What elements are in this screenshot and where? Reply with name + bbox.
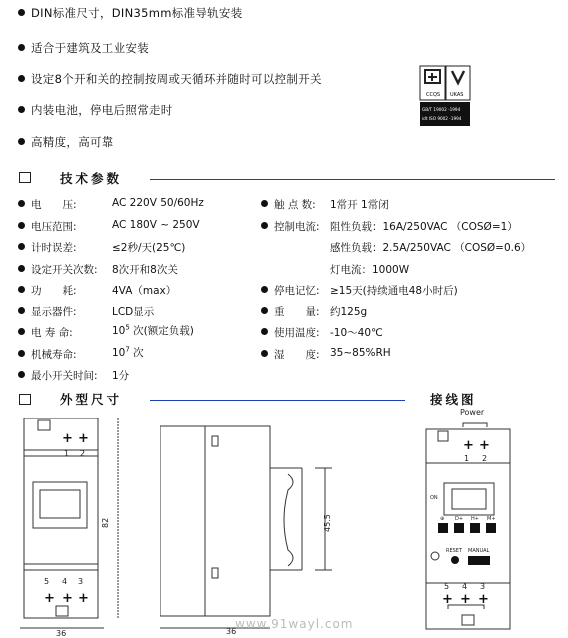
spec-value: 4VA（max） — [112, 285, 177, 297]
button-label: ⊕ — [440, 516, 445, 522]
spec-row — [261, 283, 320, 298]
bullet-icon — [18, 138, 25, 145]
feature-item — [18, 5, 243, 21]
spec-label: 电 压: — [31, 199, 77, 211]
bullet-icon — [18, 243, 25, 250]
side-view-drawing — [160, 418, 350, 636]
bullet-icon — [18, 75, 25, 82]
spec-row — [18, 240, 77, 255]
value-exponent: 7 — [125, 345, 130, 354]
terminal-label: 4 — [62, 577, 68, 586]
bullet-icon — [18, 371, 25, 378]
bullet-icon — [18, 106, 25, 113]
spec-value: 1分 — [112, 370, 130, 382]
spec-row — [18, 197, 77, 212]
spec-label: 设定开关次数: — [31, 264, 98, 276]
spec-row — [18, 283, 77, 298]
bullet-icon — [261, 222, 268, 229]
terminal-label: 3 — [78, 577, 84, 586]
spec-value: 感性负载：2.5A/250VAC （COSØ=0.6） — [330, 242, 532, 254]
terminal-label: 1 — [64, 449, 70, 458]
wiring-diagram — [418, 405, 528, 635]
spec-value — [112, 323, 194, 338]
front-view-drawing — [20, 418, 130, 636]
feature-text: 高精度，高可靠 — [31, 135, 114, 149]
spec-value: 8次开和8次关 — [112, 264, 178, 276]
spec-label: 控制电流: — [274, 221, 320, 233]
feature-item — [18, 71, 322, 87]
section-checkbox-icon — [19, 172, 31, 183]
terminal-label: 4 — [462, 582, 468, 591]
ukas-text: UKAS — [450, 92, 464, 98]
watermark-text: www.91wayl.com — [235, 617, 354, 631]
spec-row — [18, 219, 77, 234]
spec-label: 重 量: — [274, 306, 320, 318]
standard-text: GB/T 19002 -1994 — [422, 107, 461, 112]
ccqs-text: CCQS — [426, 92, 441, 98]
feature-item — [18, 102, 173, 118]
svg-text:+: + — [44, 591, 55, 606]
feature-text: 适合于建筑及工业安装 — [31, 41, 149, 55]
section-checkbox-icon — [19, 394, 31, 405]
bullet-icon — [18, 222, 25, 229]
value-rest: 次 — [129, 347, 144, 359]
spec-value: 阻性负载：16A/250VAC （COSØ=1） — [330, 221, 518, 233]
terminal-label: 2 — [80, 449, 86, 458]
spec-label: 机械寿命: — [31, 349, 77, 361]
svg-text:+: + — [78, 431, 89, 446]
wiring-title: 接线图 — [430, 392, 477, 407]
spec-row — [261, 347, 320, 362]
svg-text:+: + — [479, 438, 490, 453]
spec-value: 灯电流：1000W — [330, 264, 410, 276]
spec-label: 显示器件: — [31, 306, 77, 318]
bullet-icon — [261, 286, 268, 293]
spec-label: 湿 度: — [274, 349, 320, 361]
spec-label: 电 寿 命: — [31, 327, 73, 339]
spec-row — [18, 325, 73, 340]
certification-logo — [419, 65, 471, 127]
spec-row — [18, 262, 98, 277]
terminal-label: 1 — [464, 454, 470, 463]
on-label: ON — [430, 495, 438, 501]
bullet-icon — [18, 286, 25, 293]
bullet-icon — [261, 350, 268, 357]
terminal-label: 3 — [480, 582, 486, 591]
value-base: 10 — [112, 325, 126, 337]
button-label: D+ — [455, 516, 464, 522]
bullet-icon — [18, 328, 25, 335]
svg-text:+: + — [62, 431, 73, 446]
spec-value: -10～40℃ — [330, 327, 383, 339]
spec-row — [18, 368, 98, 383]
terminal-label: 5 — [444, 582, 450, 591]
spec-value: 35~85%RH — [330, 347, 391, 359]
spec-label: 使用温度: — [274, 327, 320, 339]
dimension-label: 36 — [226, 627, 237, 636]
standard-text: idt ISO 9002 -1994 — [422, 116, 462, 121]
spec-value: 1常开 1常闭 — [330, 199, 389, 211]
spec-row — [261, 219, 320, 234]
svg-text:+: + — [463, 438, 474, 453]
spec-value: AC 220V 50/60Hz — [112, 197, 204, 209]
spec-label: 触 点 数: — [274, 199, 316, 211]
spec-value: ≤2秒/天(25℃) — [112, 242, 186, 254]
section-rule — [150, 179, 555, 180]
button-label: H+ — [471, 516, 479, 522]
bullet-icon — [18, 307, 25, 314]
value-exponent: 5 — [125, 323, 130, 332]
spec-value — [112, 345, 144, 360]
spec-value: AC 180V ~ 250V — [112, 219, 200, 231]
spec-value: 约125g — [330, 306, 368, 318]
spec-row — [261, 304, 320, 319]
bullet-icon — [18, 9, 25, 16]
section-rule — [150, 400, 405, 401]
feature-text: 内装电池，停电后照常走时 — [31, 103, 173, 117]
spec-value: ≥15天(持续通电48小时后) — [330, 285, 458, 297]
bullet-icon — [261, 307, 268, 314]
feature-text: DIN标准尺寸，DIN35mm标准导轨安装 — [31, 6, 243, 20]
bullet-icon — [261, 328, 268, 335]
spec-row — [261, 325, 320, 340]
spec-value: LCD显示 — [112, 306, 155, 318]
svg-text:+: + — [78, 591, 89, 606]
section-title: 技术参数 — [60, 171, 123, 186]
spec-row — [261, 197, 316, 212]
spec-label: 停电记忆: — [274, 285, 320, 297]
spec-row — [18, 347, 77, 362]
button-label: M+ — [487, 516, 496, 522]
svg-text:+: + — [460, 592, 471, 607]
bullet-icon — [18, 265, 25, 272]
power-label: Power — [460, 408, 485, 417]
svg-text:+: + — [442, 592, 453, 607]
manual-label: MANUAL — [468, 548, 490, 554]
dimension-label: 82 — [101, 517, 110, 528]
svg-text:+: + — [478, 592, 489, 607]
feature-item — [18, 40, 149, 56]
spec-label: 功 耗: — [31, 285, 77, 297]
feature-item — [18, 134, 114, 150]
svg-text:+: + — [62, 591, 73, 606]
terminal-label: 2 — [482, 454, 488, 463]
section-title: 外型尺寸 — [60, 392, 123, 407]
dimension-label: 45.5 — [323, 514, 332, 532]
bullet-icon — [18, 44, 25, 51]
bullet-icon — [18, 350, 25, 357]
feature-text: 设定8个开和关的控制按周或天循环并随时可以控制开关 — [31, 72, 322, 86]
reset-label: RESET — [446, 548, 463, 554]
value-rest: 次(额定负载) — [129, 325, 194, 337]
spec-row — [18, 304, 77, 319]
terminal-label: 5 — [44, 577, 50, 586]
spec-label: 计时误差: — [31, 242, 77, 254]
value-base: 10 — [112, 347, 126, 359]
bullet-icon — [261, 200, 268, 207]
spec-label: 最小开关时间: — [31, 370, 98, 382]
bullet-icon — [18, 200, 25, 207]
spec-label: 电压范围: — [31, 221, 77, 233]
dimension-label: 36 — [56, 629, 67, 636]
